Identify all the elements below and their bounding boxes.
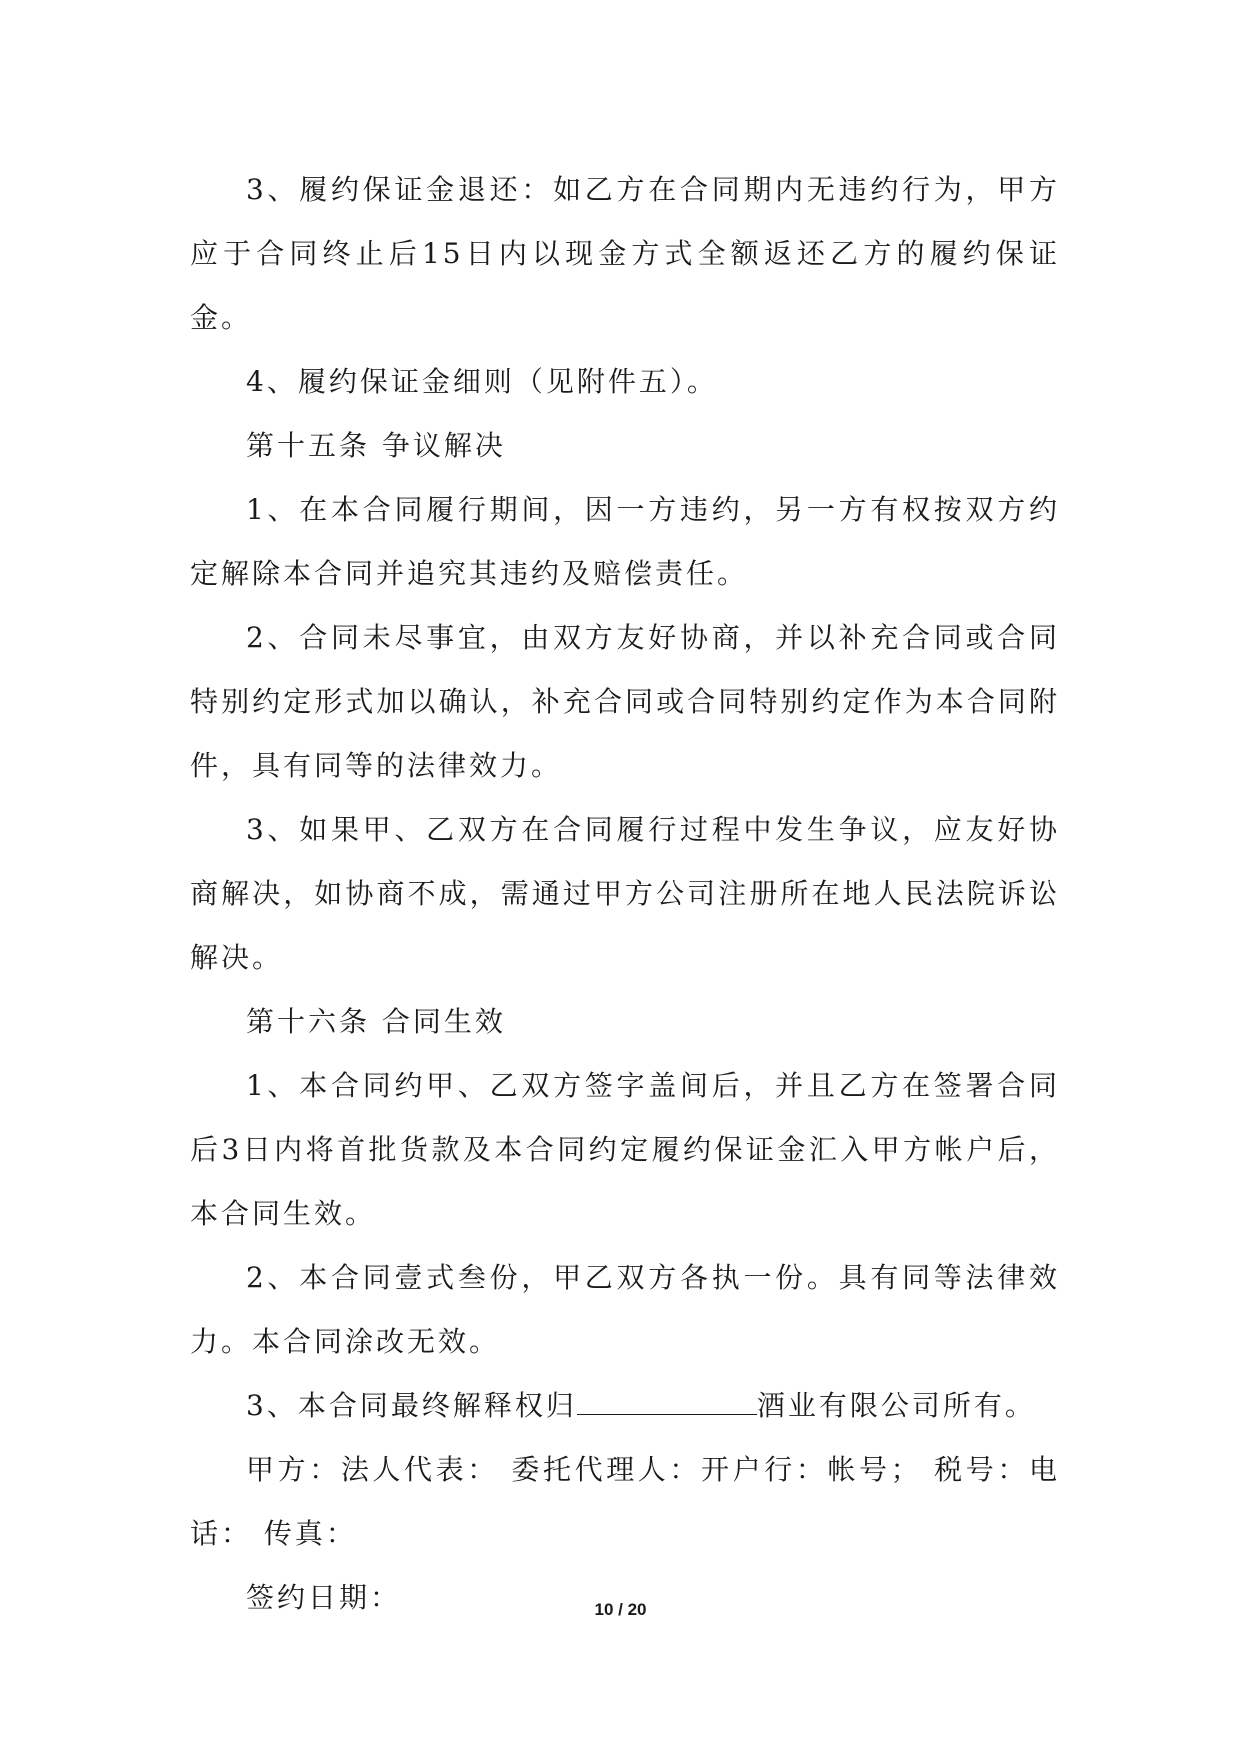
company-name-blank	[577, 1384, 757, 1415]
party-a-signature-fields: 甲方：法人代表： 委托代理人：开户行：帐号； 税号：电话： 传真：	[190, 1453, 1060, 1550]
clause-breach-termination: 1、在本合同履行期间，因一方违约，另一方有权按双方约定解除本合同并追究其违约及赔偿责任。	[190, 493, 1060, 590]
clause-effectiveness: 1、本合同约甲、乙双方签字盖间后，并且乙方在签署合同后3日内将首批货款及本合同约定履约保证金汇入甲方帐户后，本合同生效。	[190, 1069, 1060, 1230]
clause-copies: 2、本合同壹式叁份，甲乙双方各执一份。具有同等法律效力。本合同涂改无效。	[190, 1261, 1060, 1358]
article-16-heading: 第十六条 合同生效	[246, 1005, 506, 1038]
page-number: 10 / 20	[594, 1600, 647, 1619]
clause-deposit-refund: 3、履约保证金退还：如乙方在合同期内无违约行为，甲方应于合同终止后15日内以现金方式全额返还乙方的履约保证金。	[190, 173, 1060, 334]
signing-date-field: 签约日期：	[246, 1581, 402, 1614]
clause-interpretation	[190, 1374, 1060, 1438]
interpretation-text-before: 3、本合同最终解释权归	[246, 1389, 577, 1422]
clause-supplementary-agreement: 2、合同未尽事宜，由双方友好协商，并以补充合同或合同特别约定形式加以确认，补充合同或合同特别约定作为本合同附件，具有同等的法律效力。	[190, 621, 1060, 782]
clause-deposit-details: 4、履约保证金细则（见附件五）。	[246, 365, 718, 398]
clause-dispute-resolution: 3、如果甲、乙双方在合同履行过程中发生争议，应友好协商解决，如协商不成，需通过甲方公司注册所在地人民法院诉讼解决。	[190, 813, 1060, 974]
interpretation-text-after: 酒业有限公司所有。	[756, 1389, 1036, 1422]
document-body	[190, 158, 1060, 1630]
article-15-heading: 第十五条 争议解决	[246, 429, 506, 462]
